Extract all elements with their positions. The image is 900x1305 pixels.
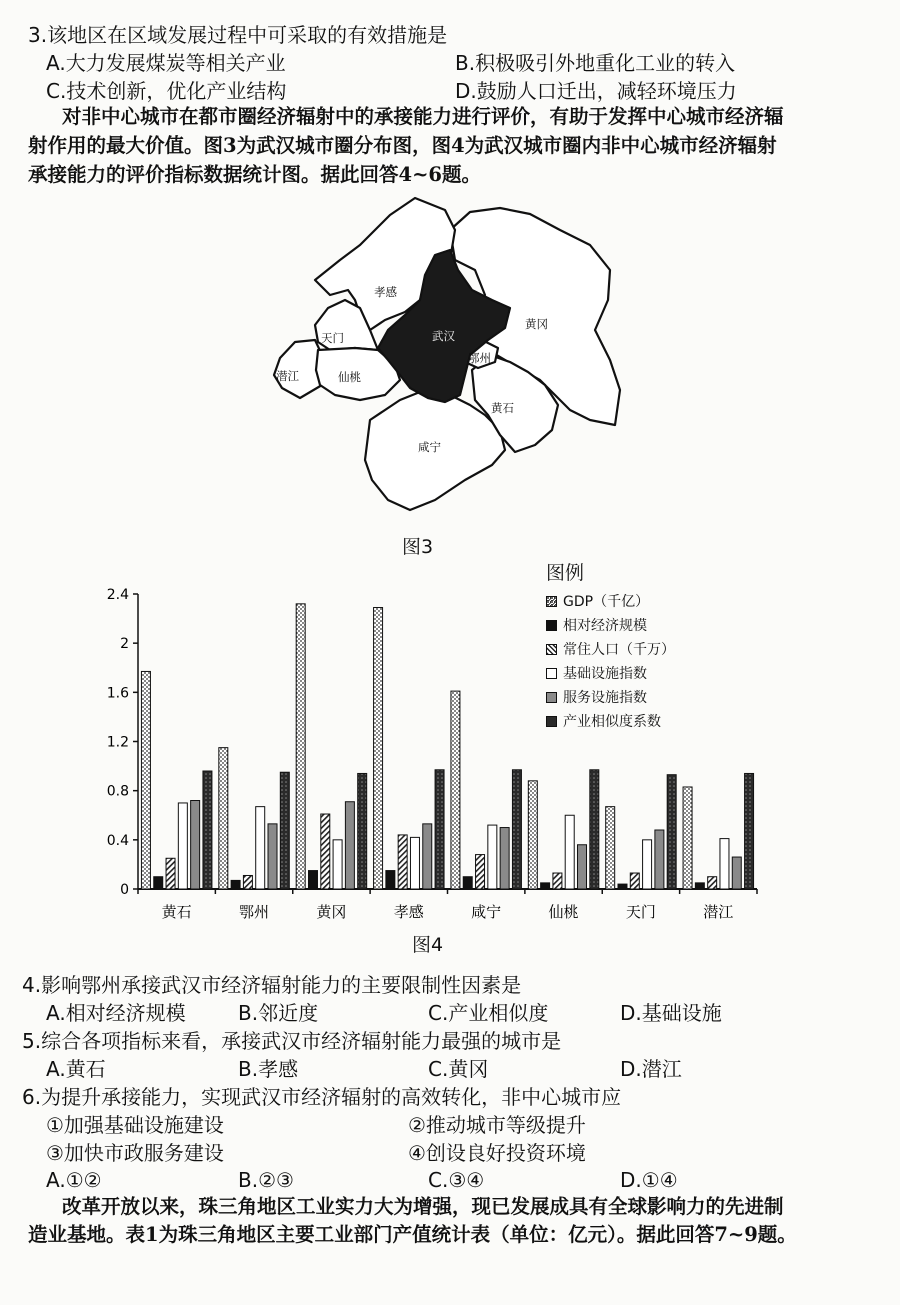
legend-item-population xyxy=(546,639,675,659)
q5-option-b[interactable]: B.孝感 xyxy=(238,1057,299,1081)
q6-item-2: ②推动城市等级提升 xyxy=(408,1113,586,1137)
bar-4-3 xyxy=(423,824,432,889)
bar-4-1 xyxy=(268,824,277,889)
bar-1-0 xyxy=(154,877,163,889)
intro-line-2: 射作用的最大价值。图3为武汉城市圈分布图，图4为武汉城市圈内非中心城市经济辐射 xyxy=(28,134,777,157)
bar-2-5 xyxy=(553,873,562,889)
q4-option-a[interactable]: A.相对经济规模 xyxy=(46,1001,186,1025)
bar-0-5 xyxy=(528,781,537,889)
q6-option-d[interactable]: D.①④ xyxy=(620,1168,678,1192)
map-caption: 图3 xyxy=(402,536,434,558)
legend-label: 相对经济规模 xyxy=(563,618,647,634)
bar-2-6 xyxy=(630,873,639,889)
q3-option-d[interactable]: D.鼓励人口迁出，减轻环境压力 xyxy=(455,79,737,103)
chart-caption: 图4 xyxy=(412,934,444,956)
bar-2-1 xyxy=(243,875,252,889)
bar-3-0 xyxy=(178,803,187,889)
bar-5-7 xyxy=(745,773,754,889)
q4-option-c[interactable]: C.产业相似度 xyxy=(428,1001,549,1025)
map-label-xianning: 咸宁 xyxy=(418,440,441,454)
bar-5-5 xyxy=(590,770,599,889)
bar-1-4 xyxy=(463,877,472,889)
q6-option-a[interactable]: A.①② xyxy=(46,1168,102,1192)
x-tick-label: 黄石 xyxy=(161,903,192,921)
x-tick-label: 鄂州 xyxy=(239,903,270,921)
x-tick-label: 天门 xyxy=(625,903,656,921)
bar-2-7 xyxy=(708,877,717,889)
legend-label: 服务设施指数 xyxy=(563,690,647,706)
q3-stem: 3.该地区在区域发展过程中可采取的有效措施是 xyxy=(28,23,448,47)
map-label-ezhou: 鄂州 xyxy=(468,351,491,365)
legend-swatch-white-icon xyxy=(546,668,557,679)
legend-swatch-hatch-icon xyxy=(546,644,557,655)
q6-item-4: ④创设良好投资环境 xyxy=(408,1141,586,1165)
legend-item-gdp xyxy=(546,591,649,611)
bar-1-2 xyxy=(308,871,317,889)
bar-5-0 xyxy=(203,771,212,889)
legend-label: 产业相似度系数 xyxy=(563,714,661,730)
bar-3-5 xyxy=(565,815,574,889)
q4-option-d[interactable]: D.基础设施 xyxy=(620,1001,722,1025)
x-tick-label: 黄冈 xyxy=(316,903,347,921)
intro-line-1: 对非中心城市在都市圈经济辐射中的承接能力进行评价，有助于发挥中心城市经济辐 xyxy=(62,105,784,128)
legend-label: 基础设施指数 xyxy=(563,666,647,682)
q5-stem: 5.综合各项指标来看，承接武汉市经济辐射能力最强的城市是 xyxy=(22,1029,562,1053)
q6-stem: 6.为提升承接能力，实现武汉市经济辐射的高效转化，非中心城市应 xyxy=(22,1085,622,1109)
x-tick-label: 潜江 xyxy=(703,903,734,921)
bar-1-3 xyxy=(386,871,395,889)
bar-3-3 xyxy=(410,837,419,889)
bar-2-2 xyxy=(321,814,330,889)
x-tick-label: 仙桃 xyxy=(548,903,579,921)
legend-title: 图例 xyxy=(546,562,585,584)
y-tick-label: 0.8 xyxy=(106,783,129,800)
legend-item-infrastructure xyxy=(546,663,647,683)
bar-4-0 xyxy=(191,801,200,890)
legend-swatch-gray-icon xyxy=(546,692,557,703)
map-label-huanggang: 黄冈 xyxy=(525,317,548,331)
legend-label: GDP（千亿） xyxy=(563,594,650,610)
bar-3-6 xyxy=(643,840,652,889)
bar-2-3 xyxy=(398,835,407,889)
y-tick-label: 0 xyxy=(120,882,129,898)
bar-3-7 xyxy=(720,839,729,889)
bar-2-0 xyxy=(166,858,175,889)
map-label-xiaogan: 孝感 xyxy=(374,285,397,299)
q6-item-3: ③加快市政服务建设 xyxy=(46,1141,224,1165)
q5-option-d[interactable]: D.潜江 xyxy=(620,1057,682,1081)
bar-5-1 xyxy=(280,772,289,889)
x-tick-label: 孝感 xyxy=(393,903,424,921)
legend-item-service xyxy=(546,687,647,707)
q3-option-c[interactable]: C.技术创新，优化产业结构 xyxy=(46,79,287,103)
q3-option-b[interactable]: B.积极吸引外地重化工业的转入 xyxy=(455,51,736,75)
bar-4-7 xyxy=(732,857,741,889)
legend-swatch-darkdots-icon xyxy=(546,716,557,727)
bar-5-3 xyxy=(435,770,444,889)
bar-5-4 xyxy=(512,770,521,889)
bar-0-3 xyxy=(374,608,383,889)
bar-1-7 xyxy=(695,883,704,889)
q6-option-b[interactable]: B.②③ xyxy=(238,1168,294,1192)
legend-item-similarity xyxy=(546,711,661,731)
q5-option-c[interactable]: C.黄冈 xyxy=(428,1057,489,1081)
bar-5-2 xyxy=(358,773,367,889)
map-label-tianmen: 天门 xyxy=(321,331,344,345)
bar-1-1 xyxy=(231,880,240,889)
bar-0-0 xyxy=(141,671,150,889)
bar-4-2 xyxy=(345,802,354,889)
legend-label: 常住人口（千万） xyxy=(563,642,675,658)
bar-0-6 xyxy=(606,807,615,889)
bar-3-4 xyxy=(488,825,497,889)
q6-option-c[interactable]: C.③④ xyxy=(428,1168,485,1192)
bar-4-4 xyxy=(500,828,509,889)
bar-2-4 xyxy=(476,855,485,889)
y-tick-label: 2.4 xyxy=(106,587,129,603)
bar-1-6 xyxy=(618,884,627,889)
bar-3-2 xyxy=(333,840,342,889)
intro2-line-2: 造业基地。表1为珠三角地区主要工业部门产值统计表（单位：亿元）。据此回答7~9题。 xyxy=(28,1223,797,1246)
map-label-qianjiang: 潜江 xyxy=(276,369,299,383)
legend-swatch-dots-icon xyxy=(546,596,557,607)
bar-0-1 xyxy=(219,748,228,889)
map-label-xiantao: 仙桃 xyxy=(338,370,361,384)
map-label-huangshi: 黄石 xyxy=(491,401,514,415)
y-tick-label: 1.6 xyxy=(106,685,129,702)
intro-line-3: 承接能力的评价指标数据统计图。据此回答4~6题。 xyxy=(28,163,481,186)
q6-item-1: ①加强基础设施建设 xyxy=(46,1113,224,1137)
bar-0-2 xyxy=(296,604,305,889)
bar-0-4 xyxy=(451,691,460,889)
bar-3-1 xyxy=(256,807,265,889)
q3-option-a[interactable]: A.大力发展煤炭等相关产业 xyxy=(46,51,286,75)
bar-4-5 xyxy=(578,845,587,889)
intro2-line-1: 改革开放以来，珠三角地区工业实力大为增强，现已发展成具有全球影响力的先进制 xyxy=(62,1195,784,1218)
y-tick-label: 2 xyxy=(120,636,129,653)
x-tick-label: 咸宁 xyxy=(471,903,502,921)
bar-1-5 xyxy=(541,883,550,889)
y-tick-label: 0.4 xyxy=(106,832,129,849)
bar-0-7 xyxy=(683,787,692,889)
bar-4-6 xyxy=(655,830,664,889)
q5-option-a[interactable]: A.黄石 xyxy=(46,1057,106,1081)
q4-option-b[interactable]: B.邻近度 xyxy=(238,1001,319,1025)
y-tick-label: 1.2 xyxy=(106,734,129,751)
legend-swatch-black-icon xyxy=(546,620,557,631)
q4-stem: 4.影响鄂州承接武汉市经济辐射能力的主要限制性因素是 xyxy=(22,973,522,997)
legend-item-relative-scale xyxy=(546,615,647,635)
map-label-wuhan: 武汉 xyxy=(432,329,455,343)
bar-5-6 xyxy=(667,775,676,889)
